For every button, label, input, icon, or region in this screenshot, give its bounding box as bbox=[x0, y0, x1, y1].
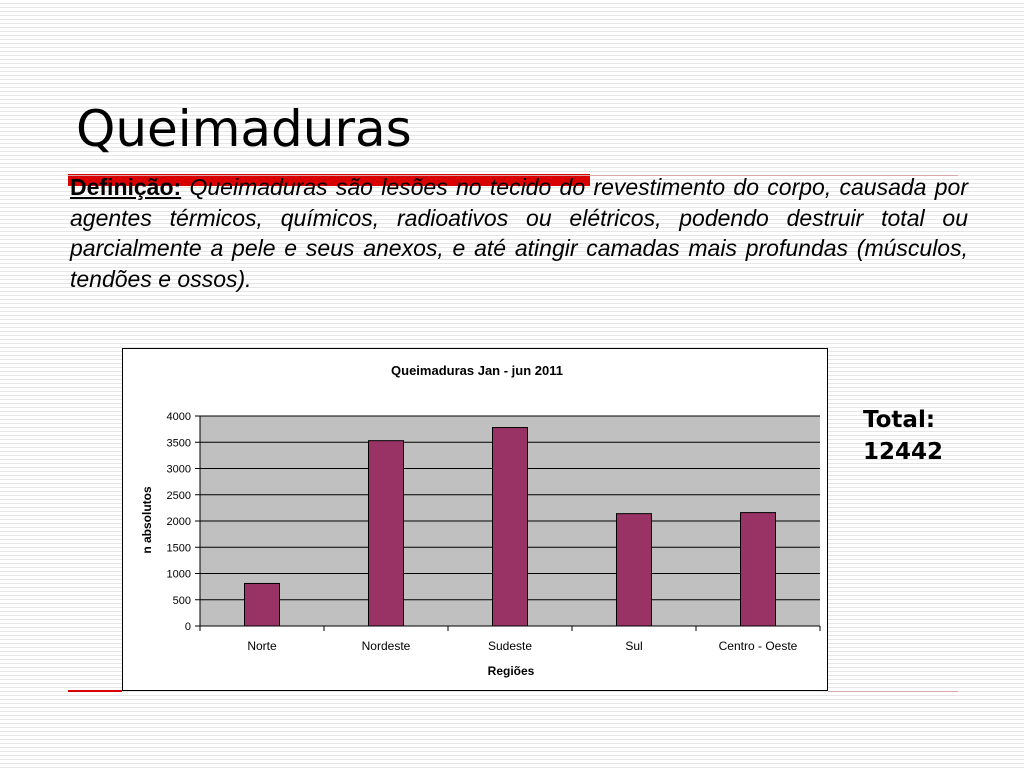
y-tick-label: 0 bbox=[184, 621, 191, 633]
bar bbox=[741, 513, 776, 626]
slide-title: Queimaduras bbox=[76, 100, 412, 158]
bar-chart bbox=[123, 349, 827, 690]
y-tick-label: 2500 bbox=[166, 489, 191, 502]
definition-text: Queimaduras são lesões no tecido do revestimento do corpo, causada por agentes térmicos, químicos, radioativos ou elétricos, podendo destruir total ou parcialmente a pele e seus anexos, e até atingir camadas mais profundas (músculos, tendões e ossos). bbox=[70, 174, 968, 292]
bar bbox=[617, 514, 652, 626]
chart-container bbox=[122, 348, 828, 691]
plot-area bbox=[167, 411, 820, 653]
footer-divider bbox=[828, 691, 958, 692]
bar bbox=[369, 441, 404, 626]
x-tick-label: Norte bbox=[247, 639, 277, 653]
y-tick-label: 500 bbox=[172, 594, 191, 607]
y-axis-label: n absolutos bbox=[140, 486, 154, 554]
y-tick-label: 3500 bbox=[166, 437, 191, 450]
x-tick-label: Nordeste bbox=[361, 639, 411, 653]
bar bbox=[493, 428, 528, 626]
y-tick-label: 2000 bbox=[166, 516, 191, 528]
y-tick-label: 3000 bbox=[166, 463, 191, 476]
bar bbox=[245, 583, 280, 626]
x-tick-label: Sul bbox=[625, 639, 643, 653]
total-summary bbox=[863, 404, 943, 468]
x-tick-label: Centro - Oeste bbox=[718, 639, 798, 653]
footer-accent-bar bbox=[68, 690, 122, 692]
definition-term: Definição: bbox=[70, 174, 182, 200]
y-tick-label: 4000 bbox=[166, 411, 191, 423]
x-axis-label: Regiões bbox=[487, 664, 535, 678]
y-tick-label: 1000 bbox=[166, 568, 191, 581]
y-tick-label: 1500 bbox=[166, 542, 191, 555]
total-label: Total: bbox=[863, 407, 936, 433]
chart-title: Queimaduras Jan - jun 2011 bbox=[391, 363, 563, 378]
x-tick-label: Sudeste bbox=[487, 639, 533, 653]
definition-paragraph bbox=[70, 172, 968, 294]
total-value: 12442 bbox=[863, 439, 944, 465]
